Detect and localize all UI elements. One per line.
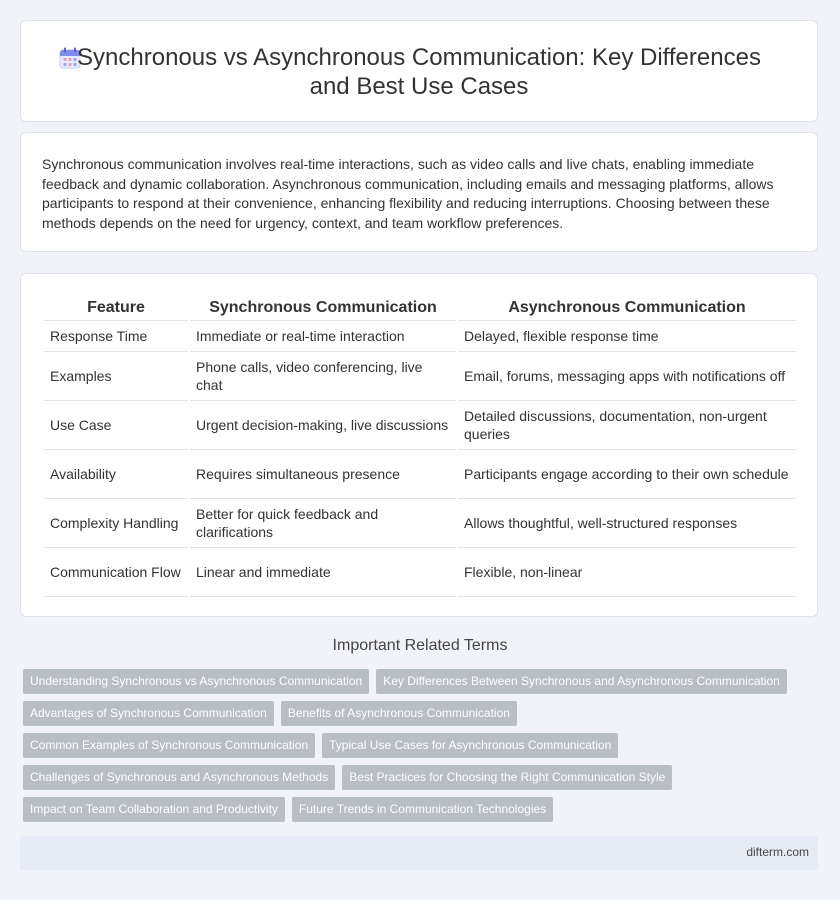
related-term-link[interactable]: Key Differences Between Synchronous and Asynchronous Communication: [376, 669, 787, 694]
table-row: [44, 401, 796, 450]
related-terms-list: [23, 669, 813, 829]
title-card: [20, 20, 818, 122]
related-term-link[interactable]: Benefits of Asynchronous Communication: [281, 701, 517, 726]
tag-row: [23, 765, 813, 790]
tag-row: [23, 701, 813, 726]
table-cell-asynchronous: Flexible, non-linear: [458, 548, 796, 597]
table-cell-feature: Complexity Handling: [44, 499, 188, 548]
table-cell-synchronous: Better for quick feedback and clarifications: [190, 499, 456, 548]
table-cell-feature: Communication Flow: [44, 548, 188, 597]
intro-card: [20, 132, 818, 252]
table-cell-asynchronous: Email, forums, messaging apps with notifications off: [458, 352, 796, 401]
tag-row: [23, 669, 813, 694]
table-cell-asynchronous: Participants engage according to their own schedule: [458, 450, 796, 499]
column-header-feature: Feature: [44, 296, 188, 321]
table-header-row: [44, 296, 796, 321]
table-row: [44, 450, 796, 499]
table-row: [44, 548, 796, 597]
table-cell-feature: Use Case: [44, 401, 188, 450]
table-cell-asynchronous: Allows thoughtful, well-structured responses: [458, 499, 796, 548]
column-header-synchronous: Synchronous Communication: [190, 296, 456, 321]
related-term-link[interactable]: Impact on Team Collaboration and Productivity: [23, 797, 285, 822]
related-term-link[interactable]: Challenges of Synchronous and Asynchronous Methods: [23, 765, 335, 790]
page-title-line-1: Synchronous vs Asynchronous Communication: Key Differences: [77, 44, 761, 71]
table-cell-asynchronous: Detailed discussions, documentation, non-urgent queries: [458, 401, 796, 450]
table-cell-synchronous: Requires simultaneous presence: [190, 450, 456, 499]
footer: [20, 836, 818, 870]
table-cell-asynchronous: Delayed, flexible response time: [458, 321, 796, 352]
related-term-link[interactable]: Understanding Synchronous vs Asynchronous Communication: [23, 669, 369, 694]
tag-row: [23, 733, 813, 758]
related-term-link[interactable]: Advantages of Synchronous Communication: [23, 701, 274, 726]
table-cell-feature: Examples: [44, 352, 188, 401]
table-cell-feature: Response Time: [44, 321, 188, 352]
table-cell-feature: Availability: [44, 450, 188, 499]
table-cell-synchronous: Phone calls, video conferencing, live chat: [190, 352, 456, 401]
related-term-link[interactable]: Best Practices for Choosing the Right Communication Style: [342, 765, 672, 790]
page-title: [21, 43, 817, 101]
intro-paragraph: Synchronous communication involves real-time interactions, such as video calls and live chats, enabling immediate feedback and dynamic collaboration. Asynchronous communication, including emails and messaging platforms, allows participants to respond at their convenience, enhancing flexibility and reducing interruptions. Choosing between these methods depends on the need for urgency, context, and team workflow preferences.: [42, 156, 774, 231]
table-cell-synchronous: Immediate or real-time interaction: [190, 321, 456, 352]
related-terms-heading: Important Related Terms: [332, 637, 508, 654]
footer-site-link[interactable]: difterm.com: [746, 845, 809, 859]
comparison-table: [42, 296, 798, 597]
tag-row: [23, 797, 813, 822]
table-row: [44, 321, 796, 352]
table-row: [44, 499, 796, 548]
related-term-link[interactable]: Typical Use Cases for Asynchronous Communication: [322, 733, 618, 758]
column-header-asynchronous: Asynchronous Communication: [458, 296, 796, 321]
page-title-line-2: and Best Use Cases: [309, 73, 529, 100]
table-row: [44, 352, 796, 401]
related-term-link[interactable]: Future Trends in Communication Technologies: [292, 797, 553, 822]
related-term-link[interactable]: Common Examples of Synchronous Communication: [23, 733, 315, 758]
table-cell-synchronous: Linear and immediate: [190, 548, 456, 597]
table-cell-synchronous: Urgent decision-making, live discussions: [190, 401, 456, 450]
comparison-table-card: [20, 273, 818, 617]
